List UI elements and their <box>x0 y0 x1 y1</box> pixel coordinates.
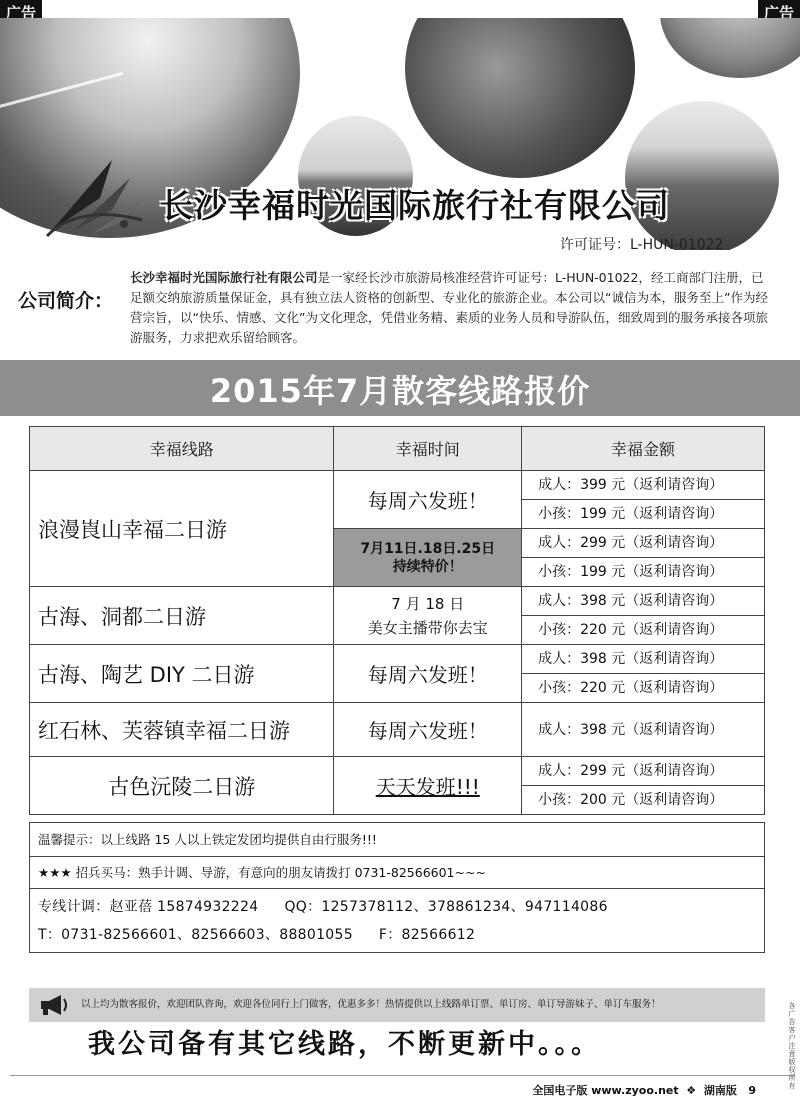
price-child: 小孩：220 元（返利请咨询） <box>522 674 765 703</box>
header-price: 幸福金额 <box>522 427 765 471</box>
valley-photo <box>622 98 782 250</box>
phone-contact: T：0731-82566601、82566603、88801055 <box>38 927 353 943</box>
header-route: 幸福线路 <box>30 427 334 471</box>
cliff-photo <box>660 18 800 78</box>
departure-time: 每周六发班！ <box>334 703 522 757</box>
price-adult: 成人：399 元（返利请咨询） <box>522 471 765 500</box>
price-child: 小孩：200 元（返利请咨询） <box>522 786 765 815</box>
update-slogan: 我公司备有其它线路，不断更新中。。。 <box>88 1029 601 1060</box>
price-child: 小孩：220 元（返利请咨询） <box>522 616 765 645</box>
departure-time: 7 月 18 日 美女主播带你去宝 <box>334 587 522 645</box>
route-name: 古海、洞都二日游 <box>30 587 334 645</box>
rock-carving-photo <box>405 18 635 178</box>
table-row <box>30 645 765 674</box>
page-number: 9 <box>748 1084 756 1097</box>
route-name: 古海、陶艺 DIY 二日游 <box>30 645 334 703</box>
announcement-strip <box>29 988 765 1022</box>
license-number: 许可证号：L-HUN-01022 <box>560 237 724 253</box>
banner-title: 2015年7月散客线路报价 <box>209 372 591 410</box>
table-row <box>30 471 765 500</box>
footer-site: 全国电子版 www.zyoo.net <box>532 1084 679 1097</box>
company-intro <box>130 268 770 348</box>
price-adult: 成人：398 元（返利请咨询） <box>522 703 765 757</box>
contact-info <box>30 888 764 952</box>
company-title: 长沙幸福时光国际旅行社有限公司 <box>160 186 670 225</box>
announcement-text: 以上均为散客报价，欢迎团队咨询，欢迎各位同行上门做客，优惠多多！热情提供以上线路单订票、单订房、单订导游妹子、单订车服务！ <box>81 999 661 1010</box>
table-header-row <box>30 427 765 471</box>
departure-time: 每周六发班！ <box>334 471 522 529</box>
footer-divider <box>10 1075 795 1076</box>
megaphone-icon <box>37 993 71 1017</box>
table-row <box>30 757 765 786</box>
route-price-table <box>29 426 765 815</box>
route-name: 古色沅陵二日游 <box>30 757 334 815</box>
intro-company-name: 长沙幸福时光国际旅行社有限公司 <box>130 270 318 285</box>
intro-body: 是一家经长沙市旅游局核准经营许可证号：L-HUN-01022，经工商部门注册，已足额交纳旅游质量保证金，具有独立法人资格的创新型、专业化的旅游企业。本公司以“诚信为本，服务至上”作为经营宗旨，以“快乐、情感、文化”为文化理念，凭借业务精、素质的业务人员和导游队伍，细致周到的服务承接各项旅游服务，力求把欢乐留给顾客。 <box>130 270 768 345</box>
price-child: 小孩：199 元（返利请咨询） <box>522 558 765 587</box>
footer-edition: 湖南版 <box>703 1084 737 1097</box>
header-time: 幸福时间 <box>334 427 522 471</box>
side-vertical-text: 各广告客户注意版权所有 <box>788 1002 796 1090</box>
fax-contact: F：82566612 <box>378 927 476 943</box>
price-child: 小孩：199 元（返利请咨询） <box>522 500 765 529</box>
notes-box <box>29 822 765 953</box>
departure-time: 每周六发班！ <box>334 645 522 703</box>
qq-contact: QQ：1257378112、378861234、947114086 <box>284 899 608 915</box>
tip-note: 温馨提示：以上线路 15 人以上铁定发团均提供自由行服务!!! <box>30 822 764 856</box>
intro-label: 公司简介： <box>18 290 114 312</box>
company-logo-icon <box>42 150 152 240</box>
table-row <box>30 703 765 757</box>
price-adult: 成人：299 元（返利请咨询） <box>522 529 765 558</box>
price-adult: 成人：398 元（返利请咨询） <box>522 645 765 674</box>
route-name: 浪漫崀山幸福二日游 <box>30 471 334 587</box>
recruit-note: ★★★ 招兵买马：熟手计调、导游，有意向的朋友请拨打 0731-82566601~~~ <box>30 856 764 888</box>
price-adult: 成人：398 元（返利请咨询） <box>522 587 765 616</box>
ad-tag-right: 广告 <box>758 0 800 25</box>
price-adult: 成人：299 元（返利请咨询） <box>522 757 765 786</box>
departure-time: 天天发班!!! <box>334 757 522 815</box>
special-dates: 7月11日.18日.25日 持续特价！ <box>334 529 522 587</box>
footer-leaf-icon: ❖ <box>686 1084 697 1097</box>
table-row <box>30 587 765 616</box>
ad-tag-left: 广告 <box>0 0 42 25</box>
route-name: 红石林、芙蓉镇幸福二日游 <box>30 703 334 757</box>
page-footer <box>532 1082 756 1098</box>
planner-contact: 专线计调：赵亚蓓 15874932224 <box>38 899 259 915</box>
